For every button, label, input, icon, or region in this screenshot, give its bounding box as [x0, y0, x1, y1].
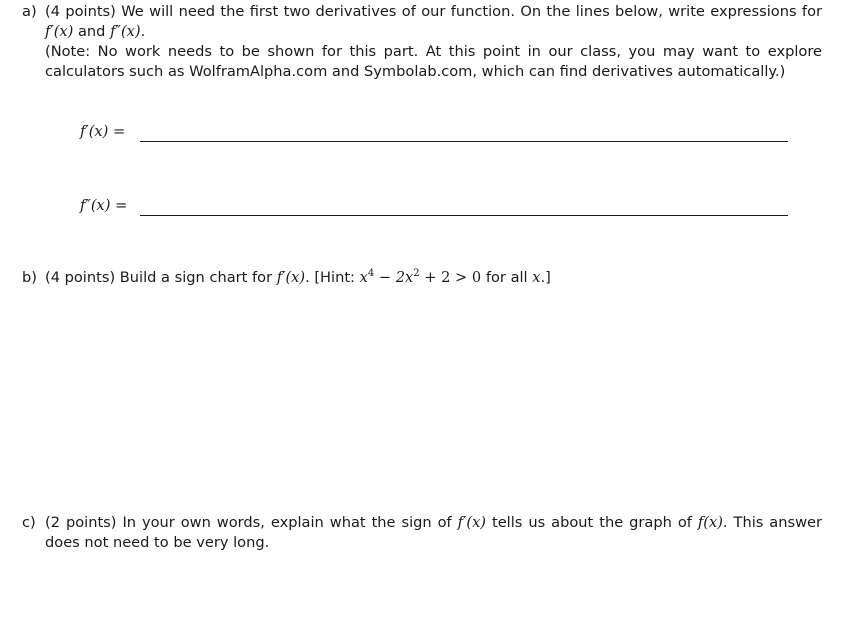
part-b-fprime: f′(x) — [276, 269, 306, 286]
part-a-question — [45, 2, 822, 42]
part-c-points: (2 points) — [45, 514, 117, 531]
part-c-question — [45, 513, 822, 553]
hint-for-all: for all — [485, 269, 528, 286]
part-b-points: (4 points) — [45, 269, 116, 286]
hint-x-term: x — [359, 269, 368, 286]
hint-exp-4: 4 — [367, 268, 375, 279]
part-a-letter: a) — [22, 3, 37, 20]
part-c-text-2: tells us about the graph of — [491, 514, 692, 531]
part-a-body — [45, 2, 822, 82]
part-a-note: (Note: No work needs to be shown for this part. At this point in our class, you may want to explore calculators such as WolframAlpha.com and Symbolab.com, which can find derivatives automatically.) — [45, 43, 822, 80]
part-c-text-1: In your own words, explain what the sign of — [122, 514, 452, 531]
part-a-points: (4 points) — [45, 3, 116, 20]
part-a-fprime: f′(x) — [45, 23, 74, 40]
part-b-body — [45, 268, 822, 288]
problem-part-a — [22, 2, 822, 82]
hint-exp-2: 2 — [413, 268, 420, 279]
part-c-fx: f(x) — [697, 514, 723, 531]
part-a-period: . — [140, 23, 146, 40]
answer-line-fprime[interactable] — [140, 141, 788, 142]
part-c-letter: c) — [22, 514, 36, 531]
part-c-text-3: . This answer does not need to be very long. — [45, 514, 823, 551]
answer-line-fdoubleprime[interactable] — [140, 215, 788, 216]
answer-row-fprime[interactable] — [80, 120, 788, 142]
answer-label-fprime: f′(x) = — [80, 123, 126, 140]
problem-part-c — [22, 513, 822, 553]
part-b-text: Build a sign chart for — [119, 269, 273, 286]
part-b-hint-open: . [Hint: — [305, 269, 355, 286]
hint-close: .] — [540, 269, 551, 286]
part-a-intro: We will need the first two derivatives of our function. On the lines below, write expressions for — [121, 3, 822, 20]
part-b-letter: b) — [22, 269, 37, 286]
part-c-body — [45, 513, 822, 553]
part-c-fprime: f′(x) — [457, 514, 487, 531]
part-a-and: and — [77, 23, 106, 40]
part-a-fdoubleprime: f″(x) — [110, 23, 141, 40]
problem-part-b — [22, 268, 822, 288]
hint-x2-term: − 2x — [378, 269, 414, 286]
answer-label-fdoubleprime: f″(x) = — [80, 197, 128, 214]
hint-inequality: + 2 > 0 — [424, 269, 482, 286]
answer-row-fdoubleprime[interactable] — [80, 194, 788, 216]
hint-var: x — [532, 269, 541, 286]
part-b-question — [45, 268, 822, 288]
